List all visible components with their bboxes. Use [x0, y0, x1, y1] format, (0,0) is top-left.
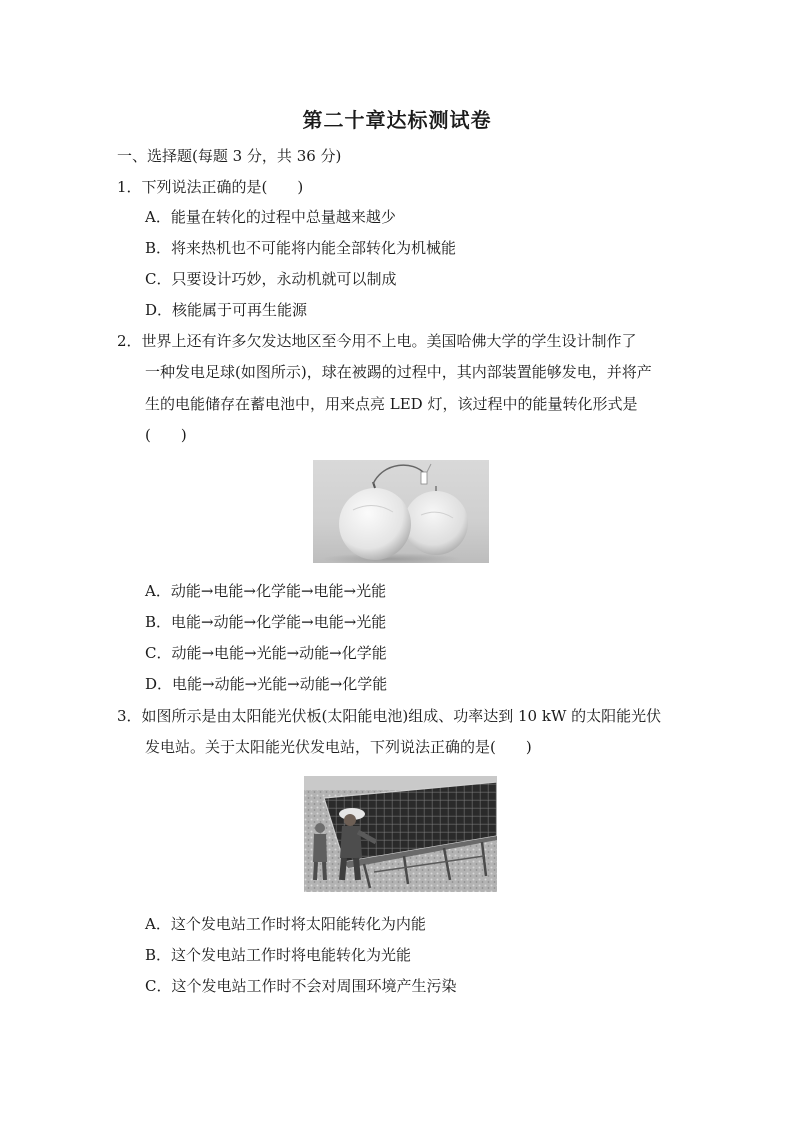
question-3-option-a: A．这个发电站工作时将太阳能转化为内能 [145, 915, 426, 933]
question-3-stem-line-2: 发电站。关于太阳能光伏发电站，下列说法正确的是( ) [145, 738, 532, 756]
section-heading: 一、选择题(每题 3 分，共 36 分) [117, 147, 342, 165]
page-title: 第二十章达标测试卷 [302, 108, 492, 132]
question-2-option-c: C．动能→电能→光能→动能→化学能 [145, 644, 387, 662]
question-2-stem-line-2: 一种发电足球(如图所示)，球在被踢的过程中，其内部装置能够发电，并将产 [145, 363, 652, 381]
question-3-option-b: B．这个发电站工作时将电能转化为光能 [145, 946, 412, 964]
question-1-option-c: C．只要设计巧妙，永动机就可以制成 [145, 270, 397, 288]
question-2-stem-line-4: ( ) [145, 426, 187, 444]
question-1-stem: 1．下列说法正确的是( ) [117, 178, 304, 196]
question-1-option-a: A．能量在转化的过程中总量越来越少 [145, 208, 396, 226]
question-2-option-a: A．动能→电能→化学能→电能→光能 [145, 582, 387, 600]
solar-panel-station-photo [304, 776, 497, 892]
question-3-option-c: C．这个发电站工作时不会对周围环境产生污染 [145, 977, 457, 995]
question-1-option-d: D．核能属于可再生能源 [145, 301, 308, 319]
question-2-option-d: D．电能→动能→光能→动能→化学能 [145, 675, 388, 693]
question-3-stem-line-1: 3．如图所示是由太阳能光伏板(太阳能电池)组成、功率达到 10 kW 的太阳能光伏 [117, 707, 662, 725]
question-1-option-b: B．将来热机也不可能将内能全部转化为机械能 [145, 239, 457, 257]
question-2-option-b: B．电能→动能→化学能→电能→光能 [145, 613, 387, 631]
question-2-stem-line-1: 2．世界上还有许多欠发达地区至今用不上电。美国哈佛大学的学生设计制作了 [117, 332, 637, 350]
question-2-stem-line-3: 生的电能储存在蓄电池中，用来点亮 LED 灯，该过程中的能量转化形式是 [145, 395, 638, 413]
soccer-ball-generator-photo [313, 460, 489, 563]
